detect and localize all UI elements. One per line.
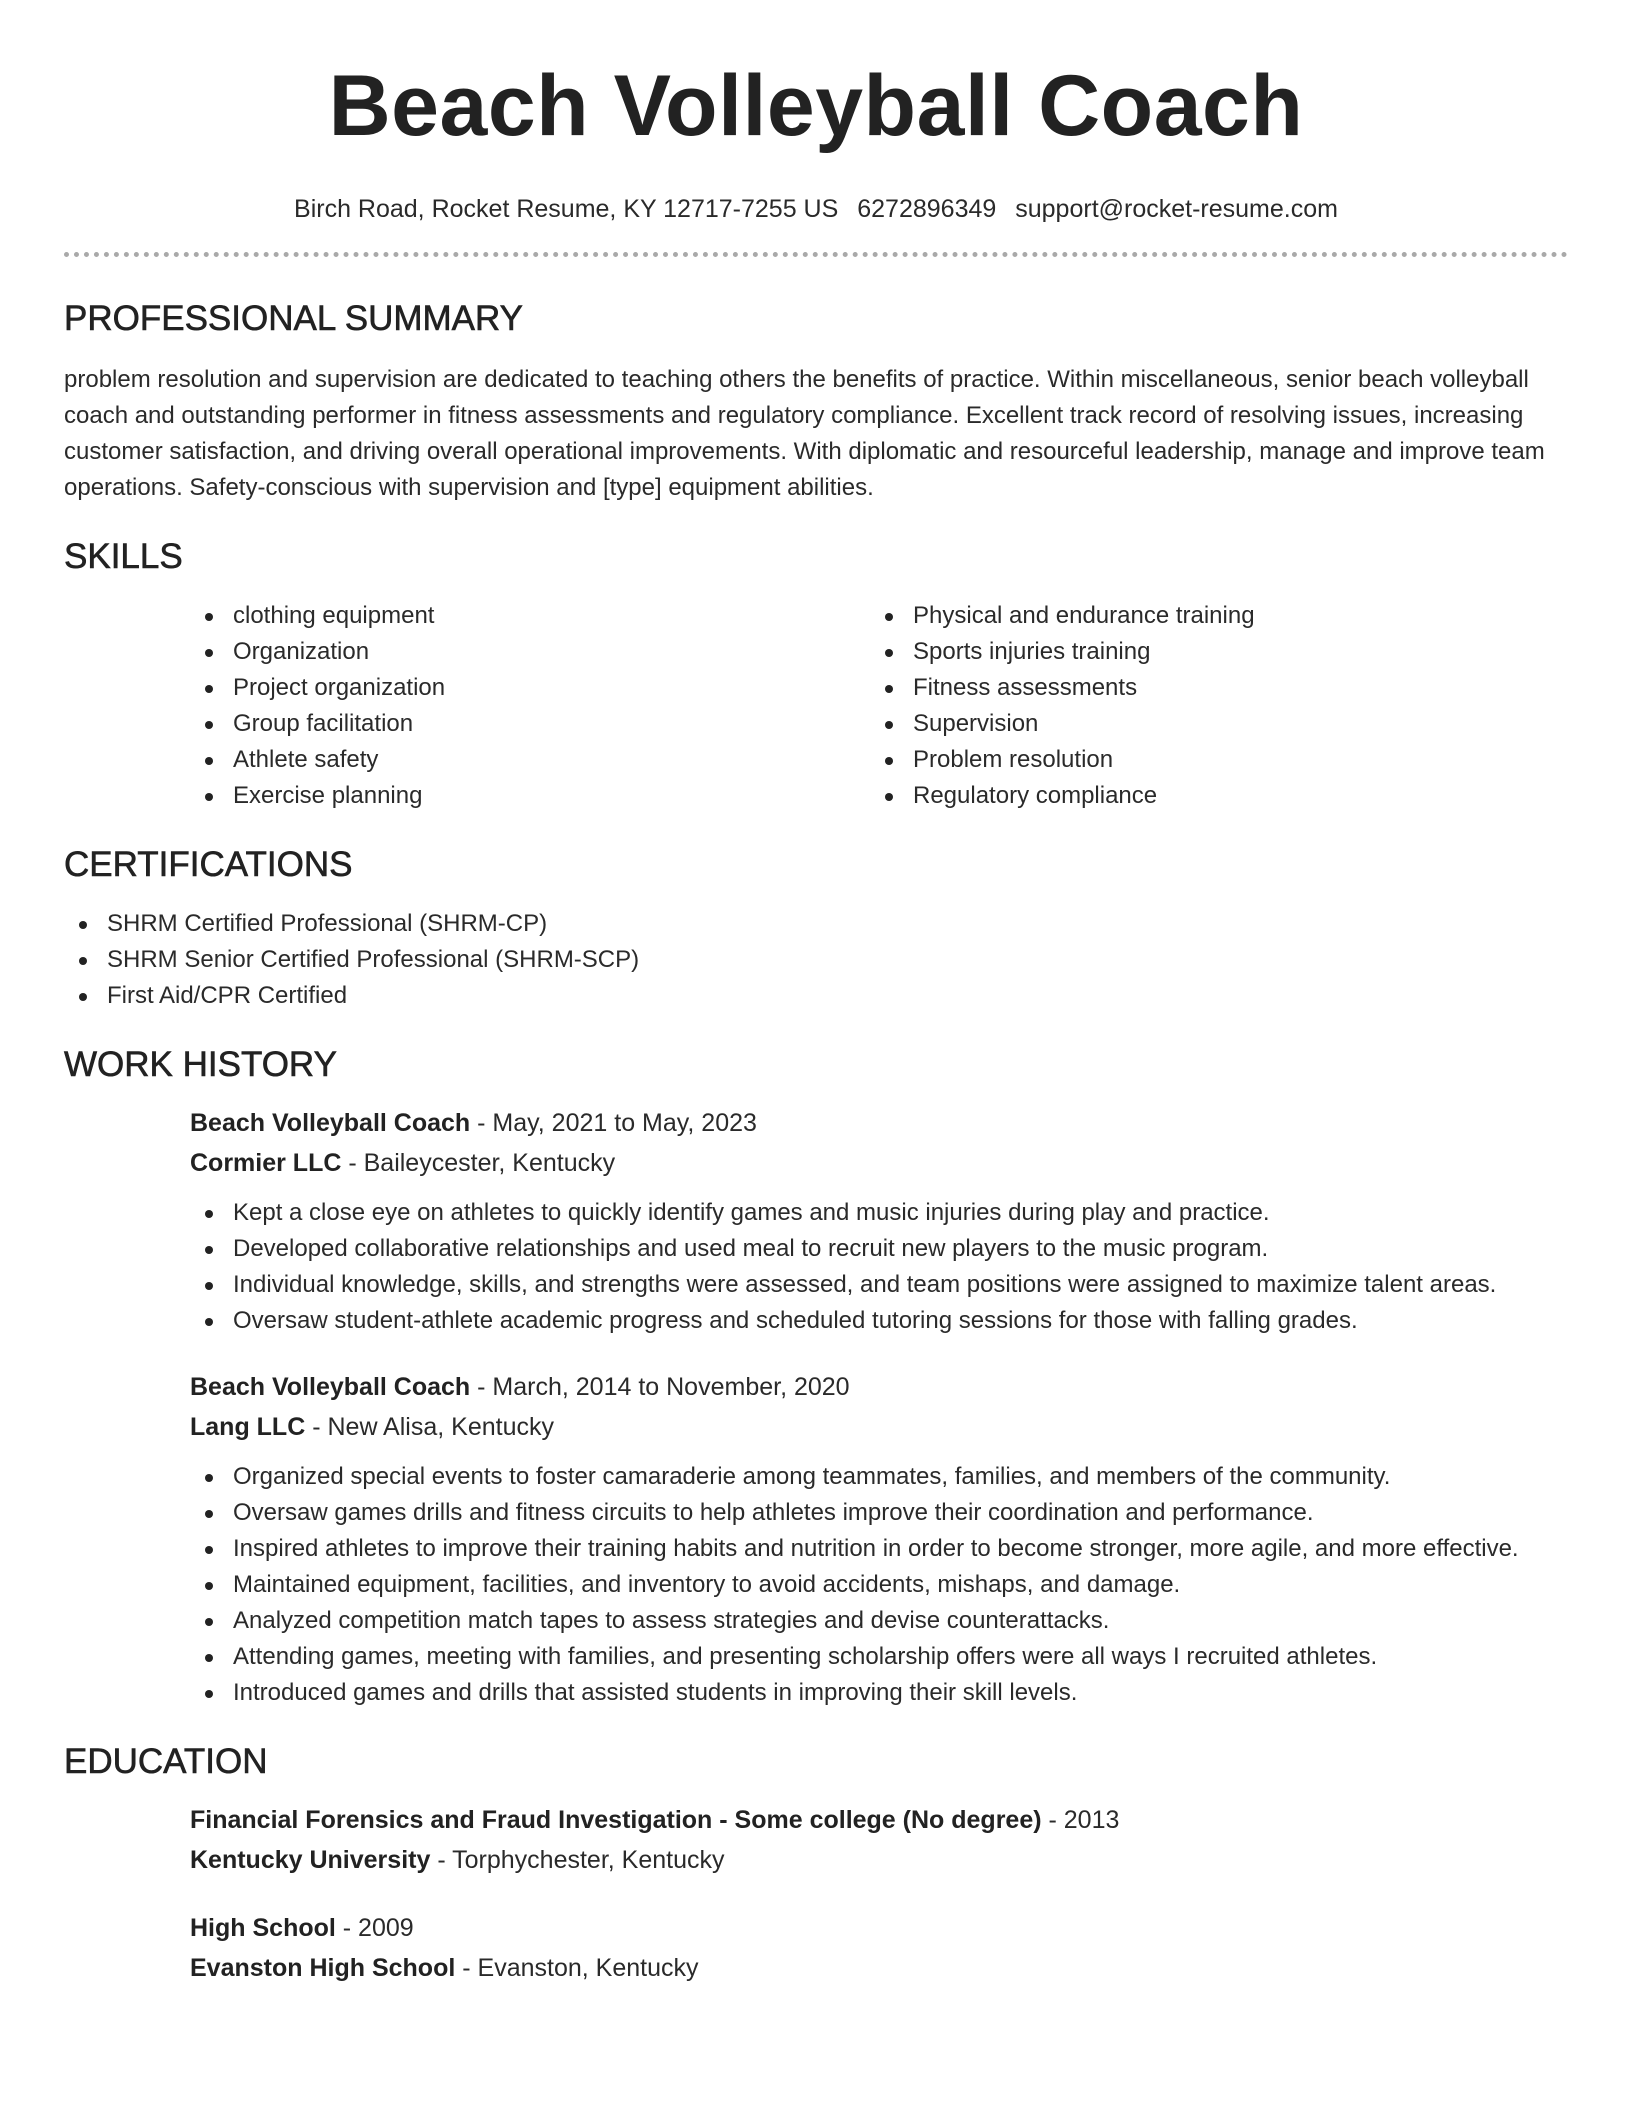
bullet-icon: [205, 757, 213, 765]
certification-item: First Aid/CPR Certified: [64, 978, 1568, 1014]
job-company: Cormier LLC: [190, 1149, 342, 1177]
job-bullet-item: Analyzed competition match tapes to assess strategies and devise counterattacks.: [190, 1603, 1568, 1639]
job-company-line: [190, 1143, 1568, 1183]
section-title-education: EDUCATION: [64, 1742, 268, 1781]
bullet-icon: [205, 721, 213, 729]
bullet-icon: [205, 685, 213, 693]
education-year: - 2013: [1041, 1806, 1120, 1834]
job-bullets: [190, 1459, 1568, 1711]
bullet-icon: [885, 613, 893, 621]
education-location: - Evanston, Kentucky: [455, 1954, 699, 1982]
education-section: [64, 1740, 1568, 1988]
section-title-skills: SKILLS: [64, 537, 183, 576]
bullet-icon: [885, 685, 893, 693]
work-history-section: [64, 1043, 1568, 1711]
skill-item: Exercise planning: [190, 778, 870, 814]
certification-item: SHRM Certified Professional (SHRM-CP): [64, 906, 1568, 942]
education-location: - Torphychester, Kentucky: [430, 1846, 725, 1874]
education-entry: [190, 1800, 1568, 1880]
certifications-list: [64, 906, 1568, 1014]
skill-item: Sports injuries training: [870, 634, 1550, 670]
job-role: Beach Volleyball Coach: [190, 1373, 471, 1401]
skills-section: [64, 535, 1568, 814]
education-school-line: [190, 1840, 1568, 1880]
job-bullet-item: Introduced games and drills that assisted students in improving their skill levels.: [190, 1675, 1568, 1711]
education-degree-line: [190, 1800, 1568, 1840]
education-degree-line: [190, 1908, 1568, 1948]
job-bullets: [190, 1195, 1568, 1339]
job-entry: [190, 1367, 1568, 1711]
skill-item: Problem resolution: [870, 742, 1550, 778]
bullet-icon: [885, 649, 893, 657]
section-title-certifications: CERTIFICATIONS: [64, 845, 353, 884]
education-degree: Financial Forensics and Fraud Investigation - Some college (No degree): [190, 1806, 1042, 1834]
job-company-line: [190, 1407, 1568, 1447]
bullet-icon: [79, 921, 87, 929]
summary-text: problem resolution and supervision are dedicated to teaching others the benefits of practice. Within miscellaneous, senior beach volleyball coach and outstanding performer in fitness assessments and regulatory compliance. Excellent track record of resolving issues, increasing customer satisfaction, and driving overall operational improvements. With diplomatic and resourceful leadership, manage and improve team operations. Safety-conscious with supervision and [type] equipment abilities.: [64, 366, 1545, 501]
contact-email[interactable]: support@rocket-resume.com: [1015, 195, 1338, 223]
bullet-icon: [205, 613, 213, 621]
skill-item: Athlete safety: [190, 742, 870, 778]
skill-item: Regulatory compliance: [870, 778, 1550, 814]
job-bullet-item: Maintained equipment, facilities, and inventory to avoid accidents, mishaps, and damage.: [190, 1567, 1568, 1603]
bullet-icon: [79, 957, 87, 965]
job-bullet-item: Oversaw games drills and fitness circuits to help athletes improve their coordination and performance.: [190, 1495, 1568, 1531]
candidate-name: Beach Volleyball Coach: [328, 58, 1304, 154]
bullet-icon: [205, 1246, 213, 1254]
skill-item: Organization: [190, 634, 870, 670]
job-title-line: [190, 1367, 1568, 1407]
skills-grid: [190, 598, 1568, 814]
education-school-line: [190, 1948, 1568, 1988]
skill-item: Supervision: [870, 706, 1550, 742]
bullet-icon: [205, 1474, 213, 1482]
bullet-icon: [205, 1690, 213, 1698]
job-entry: [190, 1103, 1568, 1339]
bullet-icon: [205, 1546, 213, 1554]
bullet-icon: [205, 1510, 213, 1518]
contact-line: [64, 192, 1568, 226]
section-title-work-history: WORK HISTORY: [64, 1045, 337, 1084]
section-title-summary: PROFESSIONAL SUMMARY: [64, 299, 523, 338]
skills-column-left: [190, 598, 870, 814]
bullet-icon: [885, 721, 893, 729]
job-bullet-item: Developed collaborative relationships and used meal to recruit new players to the music program.: [190, 1231, 1568, 1267]
bullet-icon: [885, 793, 893, 801]
bullet-icon: [205, 649, 213, 657]
certifications-section: [64, 843, 1568, 1014]
bullet-icon: [205, 1654, 213, 1662]
skill-item: Fitness assessments: [870, 670, 1550, 706]
job-bullet-item: Inspired athletes to improve their training habits and nutrition in order to become stronger, more agile, and more effective.: [190, 1531, 1568, 1567]
job-bullet-item: Oversaw student-athlete academic progress and scheduled tutoring sessions for those with falling grades.: [190, 1303, 1568, 1339]
job-location: - New Alisa, Kentucky: [305, 1413, 554, 1441]
job-bullet-item: Attending games, meeting with families, and presenting scholarship offers were all ways I recruited athletes.: [190, 1639, 1568, 1675]
skill-item: Physical and endurance training: [870, 598, 1550, 634]
contact-address: Birch Road, Rocket Resume, KY 12717-7255 US: [294, 195, 839, 223]
education-school: Evanston High School: [190, 1954, 456, 1982]
bullet-icon: [205, 793, 213, 801]
job-role: Beach Volleyball Coach: [190, 1109, 471, 1137]
skill-item: Project organization: [190, 670, 870, 706]
skills-column-right: [870, 598, 1550, 814]
bullet-icon: [205, 1210, 213, 1218]
header-divider: [64, 252, 1568, 257]
job-dates: - May, 2021 to May, 2023: [470, 1109, 757, 1137]
education-degree: High School: [190, 1914, 336, 1942]
bullet-icon: [79, 993, 87, 1001]
certification-item: SHRM Senior Certified Professional (SHRM-SCP): [64, 942, 1568, 978]
bullet-icon: [205, 1582, 213, 1590]
education-entry: [190, 1908, 1568, 1988]
bullet-icon: [205, 1318, 213, 1326]
job-title-line: [190, 1103, 1568, 1143]
bullet-icon: [205, 1282, 213, 1290]
skill-item: Group facilitation: [190, 706, 870, 742]
education-year: - 2009: [335, 1914, 414, 1942]
contact-phone: 6272896349: [857, 195, 997, 223]
job-bullet-item: Organized special events to foster camaraderie among teammates, families, and members of the community.: [190, 1459, 1568, 1495]
job-bullet-item: Kept a close eye on athletes to quickly identify games and music injuries during play and practice.: [190, 1195, 1568, 1231]
job-location: - Baileycester, Kentucky: [341, 1149, 616, 1177]
job-company: Lang LLC: [190, 1413, 306, 1441]
summary-section: [64, 297, 1568, 506]
bullet-icon: [205, 1618, 213, 1626]
education-school: Kentucky University: [190, 1846, 431, 1874]
job-bullet-item: Individual knowledge, skills, and strengths were assessed, and team positions were assigned to maximize talent areas.: [190, 1267, 1568, 1303]
job-dates: - March, 2014 to November, 2020: [470, 1373, 850, 1401]
skill-item: clothing equipment: [190, 598, 870, 634]
bullet-icon: [885, 757, 893, 765]
